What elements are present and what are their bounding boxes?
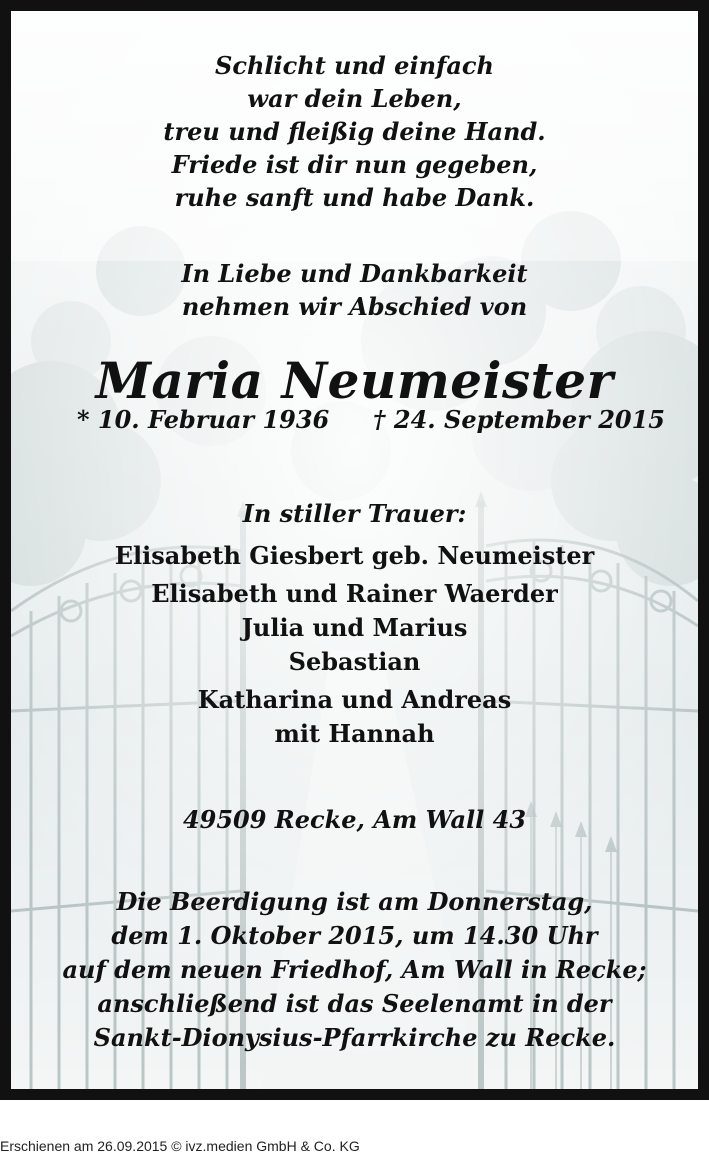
funeral-line: anschließend ist das Seelenamt in der	[97, 989, 612, 1018]
poem-line: war dein Leben,	[247, 84, 462, 113]
funeral-line: Sankt-Dionysius-Pfarrkirche zu Recke.	[93, 1023, 616, 1052]
mourner-name: mit Hannah	[274, 719, 435, 748]
poem-line: Friede ist dir nun gegeben,	[171, 150, 538, 179]
family-address: 49509 Recke, Am Wall 43	[182, 805, 527, 834]
funeral-line: auf dem neuen Friedhof, Am Wall in Recke;	[62, 955, 647, 984]
farewell-intro	[11, 257, 698, 323]
funeral-line: dem 1. Oktober 2015, um 14.30 Uhr	[111, 921, 598, 950]
deceased-name: Maria Neumeister	[95, 351, 614, 410]
publication-footer: Erschienen am 26.09.2015 © ivz.medien GmbH & Co. KG	[0, 1138, 360, 1154]
mourner-name: Elisabeth und Rainer Waerder	[151, 579, 558, 608]
poem-line: Schlicht und einfach	[215, 51, 494, 80]
mourner-name: Julia und Marius	[241, 613, 468, 642]
mourners-list	[11, 539, 698, 751]
poem	[11, 49, 698, 214]
poem-line: ruhe sanft und habe Dank.	[174, 183, 535, 212]
mourning-heading: In stiller Trauer:	[242, 499, 467, 528]
mourner-name: Elisabeth Giesbert geb. Neumeister	[114, 541, 595, 570]
intro-line: nehmen wir Abschied von	[181, 292, 528, 321]
intro-line: In Liebe und Dankbarkeit	[181, 259, 528, 288]
poem-line: treu und fleißig deine Hand.	[163, 117, 546, 146]
death-date: † 24. September 2015	[373, 405, 665, 434]
birth-date: * 10. Februar 1936	[77, 405, 330, 434]
mourner-name: Sebastian	[288, 647, 421, 676]
obituary-card	[11, 11, 698, 1089]
mourner-name: Katharina und Andreas	[197, 685, 512, 714]
funeral-details	[11, 885, 698, 1055]
funeral-line: Die Beerdigung ist am Donnerstag,	[116, 887, 593, 916]
